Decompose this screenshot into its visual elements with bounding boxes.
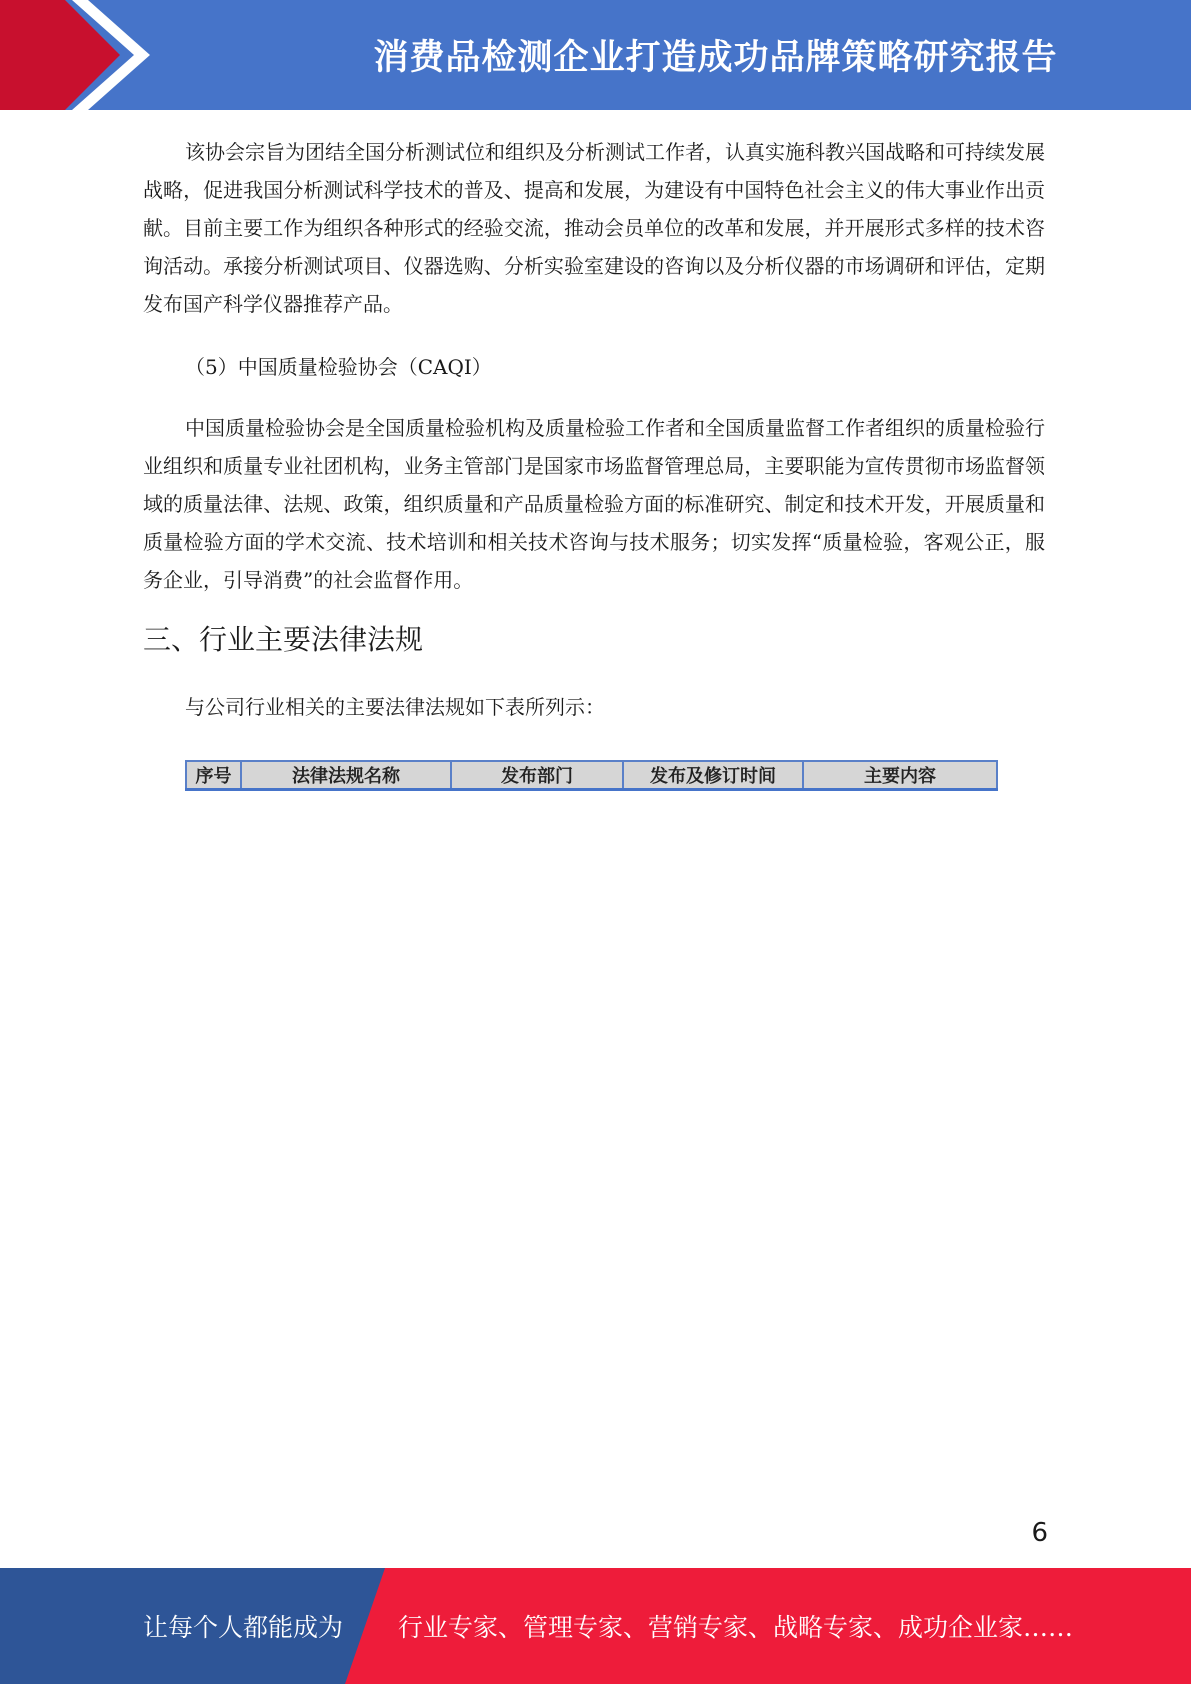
col-header-law-name: 法律法规名称 xyxy=(241,761,451,790)
table-header-row xyxy=(186,761,997,790)
col-header-index: 序号 xyxy=(186,761,241,790)
col-header-department: 发布部门 xyxy=(451,761,623,790)
footer-banner xyxy=(0,1568,1191,1684)
page-number: 6 xyxy=(1031,1518,1048,1548)
col-header-content: 主要内容 xyxy=(803,761,997,790)
footer-slogan-right: 行业专家、管理专家、营销专家、战略专家、成功企业家…… xyxy=(398,1613,1074,1642)
subheading-caqi: （5）中国质量检验协会（CAQI） xyxy=(185,355,492,379)
document-title: 消费品检测企业打造成功品牌策略研究报告 xyxy=(373,38,1058,78)
section-heading-laws: 三、行业主要法律法规 xyxy=(143,623,424,656)
footer-slogan-left: 让每个人都能成为 xyxy=(143,1613,344,1642)
laws-table xyxy=(185,760,998,791)
header-banner xyxy=(0,0,1191,110)
intro-text: 与公司行业相关的主要法律法规如下表所列示： xyxy=(185,695,605,719)
paragraph-association-purpose: 该协会宗旨为团结全国分析测试位和组织及分析测试工作者，认真实施科教兴国战略和可持续发展战略，促进我国分析测试科学技术的普及、提高和发展，为建设有中国特色社会主义的伟大事业作出贡献。目前主要工作为组织各种形式的经验交流，推动会员单位的改革和发展，并开展形式多样的技术咨询活动。承接分析测试项目、仪器选购、分析实验室建设的咨询以及分析仪器的市场调研和评估，定期发布国产科学仪器推荐产品。 xyxy=(143,140,1045,316)
col-header-date: 发布及修订时间 xyxy=(623,761,803,790)
paragraph-caqi-description: 中国质量检验协会是全国质量检验机构及质量检验工作者和全国质量监督工作者组织的质量检验行业组织和质量专业社团机构，业务主管部门是国家市场监督管理总局，主要职能为宣传贯彻市场监督领域的质量法律、法规、政策，组织质量和产品质量检验方面的标准研究、制定和技术开发，开展质量和质量检验方面的学术交流、技术培训和相关技术咨询与技术服务；切实发挥“质量检验，客观公正，服务企业，引导消费”的社会监督作用。 xyxy=(143,416,1045,592)
